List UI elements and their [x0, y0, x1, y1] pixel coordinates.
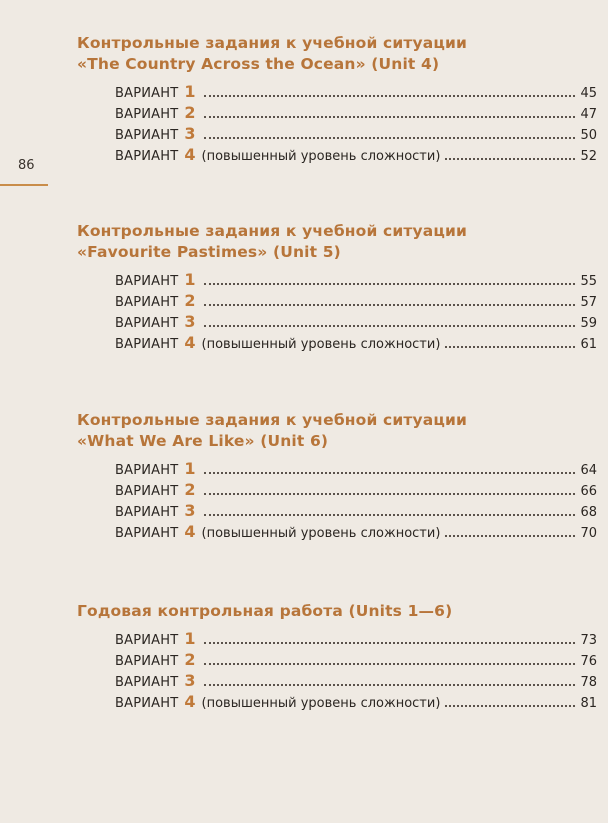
variant-label: ВАРИАНТ — [115, 633, 179, 648]
variant-number: 2 — [184, 480, 196, 499]
page-reference: 61 — [580, 337, 597, 352]
dot-leader — [204, 94, 575, 97]
section-title — [77, 410, 597, 452]
difficulty-note: (повышенный уровень сложности) — [201, 696, 441, 711]
dot-leader — [204, 492, 575, 495]
toc-section-unit-4 — [77, 33, 597, 166]
toc-entry[interactable] — [115, 459, 597, 480]
difficulty-note: (повышенный уровень сложности) — [201, 149, 441, 164]
variant-label: ВАРИАНТ — [115, 463, 179, 478]
variant-number: 1 — [184, 270, 196, 289]
variant-label: ВАРИАНТ — [115, 107, 179, 122]
section-title-line-2: «The Country Across the Ocean» (Unit 4) — [77, 55, 440, 73]
section-title-line-2: «Favourite Pastimes» (Unit 5) — [77, 243, 341, 261]
page-reference: 78 — [580, 675, 597, 690]
section-title-line-2: «What We Are Like» (Unit 6) — [77, 432, 329, 450]
page-reference: 47 — [580, 107, 597, 122]
toc-entry[interactable] — [115, 82, 597, 103]
dot-leader — [445, 345, 575, 348]
dot-leader — [204, 324, 575, 327]
toc-entry[interactable] — [115, 650, 597, 671]
page-reference: 57 — [580, 295, 597, 310]
variant-number: 3 — [184, 671, 196, 690]
page-number-rule — [0, 184, 48, 186]
toc-entry[interactable] — [115, 270, 597, 291]
variant-number: 4 — [184, 692, 196, 711]
dot-leader — [445, 157, 575, 160]
variant-label: ВАРИАНТ — [115, 505, 179, 520]
page-reference: 68 — [580, 505, 597, 520]
page-reference: 55 — [580, 274, 597, 289]
toc-entry[interactable] — [115, 671, 597, 692]
toc-section-unit-5 — [77, 221, 597, 354]
dot-leader — [204, 115, 575, 118]
toc-entry[interactable] — [115, 501, 597, 522]
section-title-line-1: Контрольные задания к учебной ситуации — [77, 34, 468, 52]
dot-leader — [445, 704, 575, 707]
variant-number: 2 — [184, 650, 196, 669]
variant-label: ВАРИАНТ — [115, 295, 179, 310]
variant-label: ВАРИАНТ — [115, 484, 179, 499]
variant-number: 1 — [184, 459, 196, 478]
dot-leader — [204, 662, 575, 665]
page-reference: 81 — [580, 696, 597, 711]
toc-entry[interactable] — [115, 291, 597, 312]
variant-number: 3 — [184, 501, 196, 520]
variant-label: ВАРИАНТ — [115, 337, 179, 352]
page-reference: 73 — [580, 633, 597, 648]
dot-leader — [445, 534, 575, 537]
page-reference: 66 — [580, 484, 597, 499]
variant-number: 3 — [184, 124, 196, 143]
dot-leader — [204, 282, 575, 285]
variant-label: ВАРИАНТ — [115, 86, 179, 101]
difficulty-note: (повышенный уровень сложности) — [201, 526, 441, 541]
variant-label: ВАРИАНТ — [115, 696, 179, 711]
variant-label: ВАРИАНТ — [115, 316, 179, 331]
page-reference: 59 — [580, 316, 597, 331]
toc-section-unit-6 — [77, 410, 597, 543]
variant-label: ВАРИАНТ — [115, 654, 179, 669]
variant-label: ВАРИАНТ — [115, 149, 179, 164]
dot-leader — [204, 303, 575, 306]
toc-entry[interactable] — [115, 480, 597, 501]
variant-number: 1 — [184, 82, 196, 101]
section-title — [77, 221, 597, 263]
toc-entry[interactable] — [115, 145, 597, 166]
variant-label: ВАРИАНТ — [115, 274, 179, 289]
toc-entry[interactable] — [115, 124, 597, 145]
toc-entry[interactable] — [115, 103, 597, 124]
difficulty-note: (повышенный уровень сложности) — [201, 337, 441, 352]
toc-entry[interactable] — [115, 629, 597, 650]
variant-number: 3 — [184, 312, 196, 331]
variant-number: 2 — [184, 291, 196, 310]
dot-leader — [204, 471, 575, 474]
dot-leader — [204, 641, 575, 644]
variant-number: 4 — [184, 145, 196, 164]
toc-entry[interactable] — [115, 522, 597, 543]
page-reference: 76 — [580, 654, 597, 669]
dot-leader — [204, 136, 575, 139]
toc-section-annual-test — [77, 601, 597, 713]
page-reference: 50 — [580, 128, 597, 143]
page-reference: 52 — [580, 149, 597, 164]
section-title — [77, 601, 597, 622]
page-reference: 70 — [580, 526, 597, 541]
variant-number: 4 — [184, 333, 196, 352]
page-reference: 64 — [580, 463, 597, 478]
section-title-line-1: Контрольные задания к учебной ситуации — [77, 222, 468, 240]
variant-number: 4 — [184, 522, 196, 541]
variant-label: ВАРИАНТ — [115, 675, 179, 690]
dot-leader — [204, 513, 575, 516]
page-reference: 45 — [580, 86, 597, 101]
variant-label: ВАРИАНТ — [115, 526, 179, 541]
dot-leader — [204, 683, 575, 686]
section-title-line-1: Годовая контрольная работа (Units 1—6) — [77, 602, 453, 620]
variant-number: 2 — [184, 103, 196, 122]
toc-entry[interactable] — [115, 312, 597, 333]
variant-number: 1 — [184, 629, 196, 648]
toc-entry[interactable] — [115, 692, 597, 713]
page-number: 86 — [18, 158, 35, 173]
variant-label: ВАРИАНТ — [115, 128, 179, 143]
toc-entry[interactable] — [115, 333, 597, 354]
section-title — [77, 33, 597, 75]
section-title-line-1: Контрольные задания к учебной ситуации — [77, 411, 468, 429]
